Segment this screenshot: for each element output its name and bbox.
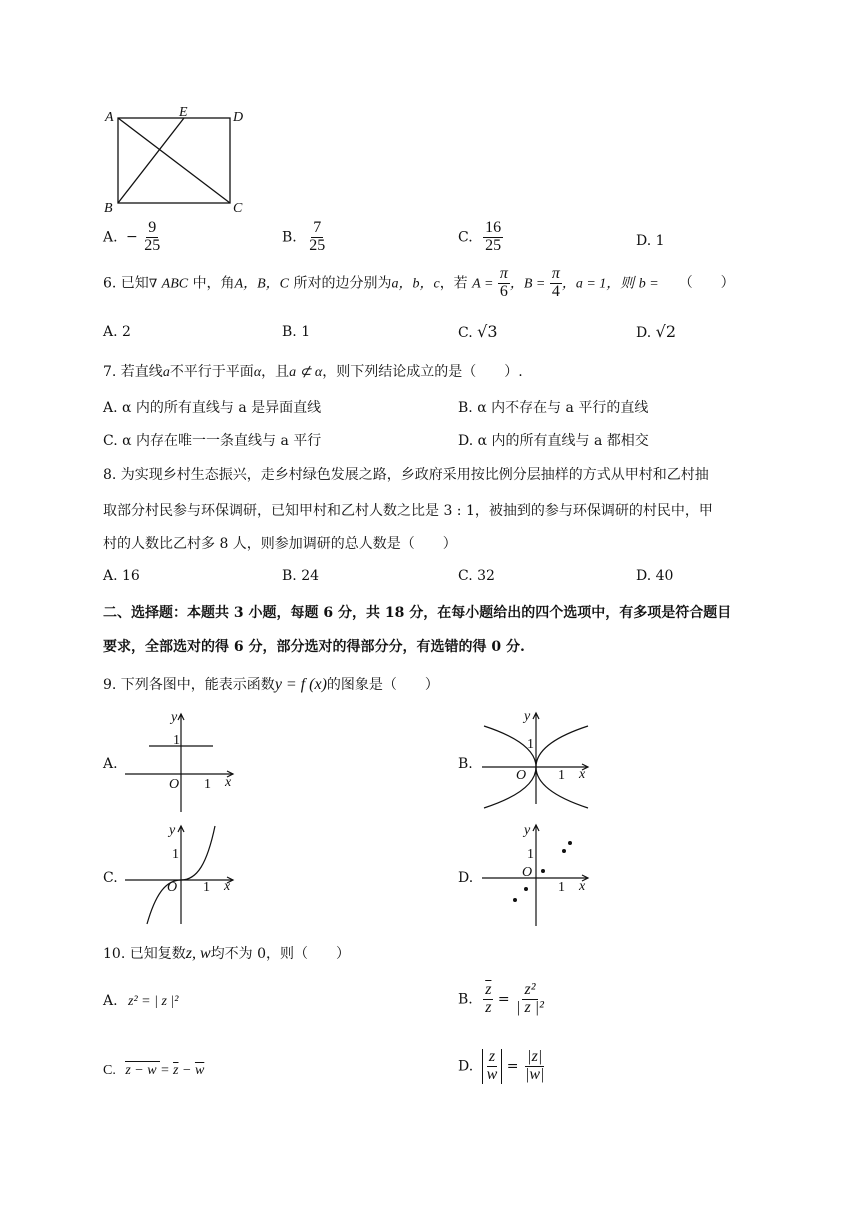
fraction-z-overbar: $\frac{\overline{z}}{z}$ bbox=[485, 981, 492, 1016]
axis-one-label: 1 bbox=[527, 737, 534, 752]
q8-option-c[interactable]: C. 32 bbox=[458, 568, 495, 584]
q8-line-1: 8. 为实现乡村生态振兴，走乡村绿色发展之路，乡政府采用按比例分层抽样的方式从甲村和乙村抽 bbox=[103, 467, 709, 483]
vertex-label-b: B bbox=[104, 201, 113, 216]
fraction-pi-4: $\frac{\pi}{4}$ bbox=[551, 265, 560, 300]
q5-option-a[interactable]: A. − $\frac{9}{25}$ bbox=[103, 219, 161, 254]
axis-one-label: 1 bbox=[527, 847, 534, 862]
vertex-label-c: C bbox=[233, 201, 243, 216]
q5-option-d[interactable]: D. 1 bbox=[636, 233, 665, 249]
graph-a bbox=[125, 708, 240, 792]
q6-option-c[interactable]: C. √3 bbox=[458, 322, 498, 341]
origin-label: O bbox=[169, 777, 180, 792]
q9-stem: 9. 下列各图中，能表示函数y = f (x)的图象是（ ） bbox=[103, 676, 439, 693]
q7-stem: 7. 若直线a不平行于平面α，且a ⊄ α，则下列结论成立的是（ ）. bbox=[103, 364, 523, 380]
q6-option-d[interactable]: D. √2 bbox=[636, 322, 677, 341]
axis-x-label: x bbox=[579, 767, 586, 782]
q5-option-c[interactable]: C. $\frac{16}{25}$ bbox=[458, 219, 502, 254]
q10-stem: 10. 已知复数z, w均不为 0，则（ ） bbox=[103, 945, 350, 962]
fraction-z2-abs: $\frac{\text{z²}}{\text{| z |²}}$ bbox=[516, 981, 544, 1016]
abs-z-over-abs-w: $\frac{|z|}{|w|}$ bbox=[524, 1048, 545, 1083]
q8-line-3: 村的人数比乙村多 8 人，则参加调研的总人数是（ ） bbox=[103, 536, 457, 552]
origin-label: O bbox=[522, 865, 533, 880]
vertex-label-a: A bbox=[105, 110, 114, 125]
graph-c bbox=[125, 820, 240, 930]
section-2-heading: 二、选择题：本题共 3 小题，每题 6 分，共 18 分，在每小题给出的四个选项中，有多项是符合题目 bbox=[103, 605, 732, 621]
q9-option-b[interactable]: B. bbox=[458, 756, 473, 772]
fraction: $\frac{7}{25}$ bbox=[309, 219, 326, 254]
q8-option-d[interactable]: D. 40 bbox=[636, 568, 674, 584]
q7-option-d[interactable]: D. α 内的所有直线与 a 都相交 bbox=[458, 433, 649, 449]
q10-option-d[interactable]: D. $\frac{z}{w}$ = $\frac{|z|}{|w|}$ bbox=[458, 1048, 545, 1083]
graph-d bbox=[480, 820, 595, 930]
axis-y-label: y bbox=[524, 709, 531, 724]
vertex-label-d: D bbox=[233, 110, 244, 125]
q7-option-c[interactable]: C. α 内存在唯一一条直线与 a 平行 bbox=[103, 433, 322, 449]
section-2-heading-cont: 要求，全部选对的得 6 分，部分选对的得部分分，有选错的得 0 分. bbox=[103, 639, 525, 655]
axis-one-label: 1 bbox=[172, 847, 179, 862]
axis-x-label: x bbox=[224, 879, 231, 894]
q10-option-b[interactable]: B. $\frac{\overline{z}}{z}$ = $\frac{\text{z²}}{\text{| z |²}}$ bbox=[458, 981, 544, 1016]
fraction-pi-6: $\frac{\pi}{6}$ bbox=[499, 265, 508, 300]
rectangle-figure bbox=[100, 105, 260, 220]
fraction: $\frac{9}{25}$ bbox=[144, 219, 161, 254]
q7-option-b[interactable]: B. α 内不存在与 a 平行的直线 bbox=[458, 400, 649, 416]
abs-z-over-w: $\frac{z}{w}$ bbox=[482, 1049, 503, 1084]
q5-option-b[interactable]: B. $\frac{7}{25}$ bbox=[282, 219, 326, 254]
axis-y-label: y bbox=[524, 823, 531, 838]
axis-one-label: 1 bbox=[173, 733, 180, 748]
axis-x-label: x bbox=[579, 879, 586, 894]
axis-x-label: x bbox=[225, 775, 232, 790]
origin-label: O bbox=[516, 768, 527, 783]
q8-option-a[interactable]: A. 16 bbox=[103, 568, 140, 584]
graph-b bbox=[480, 708, 595, 808]
q6-option-a[interactable]: A. 2 bbox=[103, 324, 131, 340]
q10-option-a[interactable]: A. z² = | z |² bbox=[103, 993, 179, 1009]
q7-option-a[interactable]: A. α 内的所有直线与 a 是异面直线 bbox=[103, 400, 322, 416]
axis-one-label: 1 bbox=[558, 880, 565, 895]
axis-one-label: 1 bbox=[203, 880, 210, 895]
q9-option-a[interactable]: A. bbox=[103, 756, 118, 772]
q8-option-b[interactable]: B. 24 bbox=[282, 568, 320, 584]
q9-option-c[interactable]: C. bbox=[103, 870, 118, 886]
conj-z-minus-w: z − w bbox=[125, 1061, 160, 1078]
q6-stem: 6. 已知∇ ABC 中，角A，B，C 所对的边分别为a，b，c，若 A = $\frac{\pi}{6}$ ，B = $\frac{\pi}{4}$ ，a = 1，则 b = （ ） bbox=[103, 265, 735, 300]
vertex-label-e: E bbox=[179, 105, 188, 120]
axis-one-label: 1 bbox=[204, 777, 211, 792]
q9-option-d[interactable]: D. bbox=[458, 870, 474, 886]
q8-line-2: 取部分村民参与环保调研，已知甲村和乙村人数之比是 3 : 1，被抽到的参与环保调研的村民中，甲 bbox=[103, 503, 713, 519]
origin-label: O bbox=[167, 880, 178, 895]
q10-option-c[interactable]: C. $z - w = \overline{z} - \overline{w}$ bbox=[103, 1063, 205, 1078]
axis-one-label: 1 bbox=[558, 768, 565, 783]
fraction: $\frac{16}{25}$ bbox=[485, 219, 502, 254]
q6-option-b[interactable]: B. 1 bbox=[282, 324, 311, 340]
axis-y-label: y bbox=[171, 710, 178, 725]
axis-y-label: y bbox=[169, 823, 176, 838]
